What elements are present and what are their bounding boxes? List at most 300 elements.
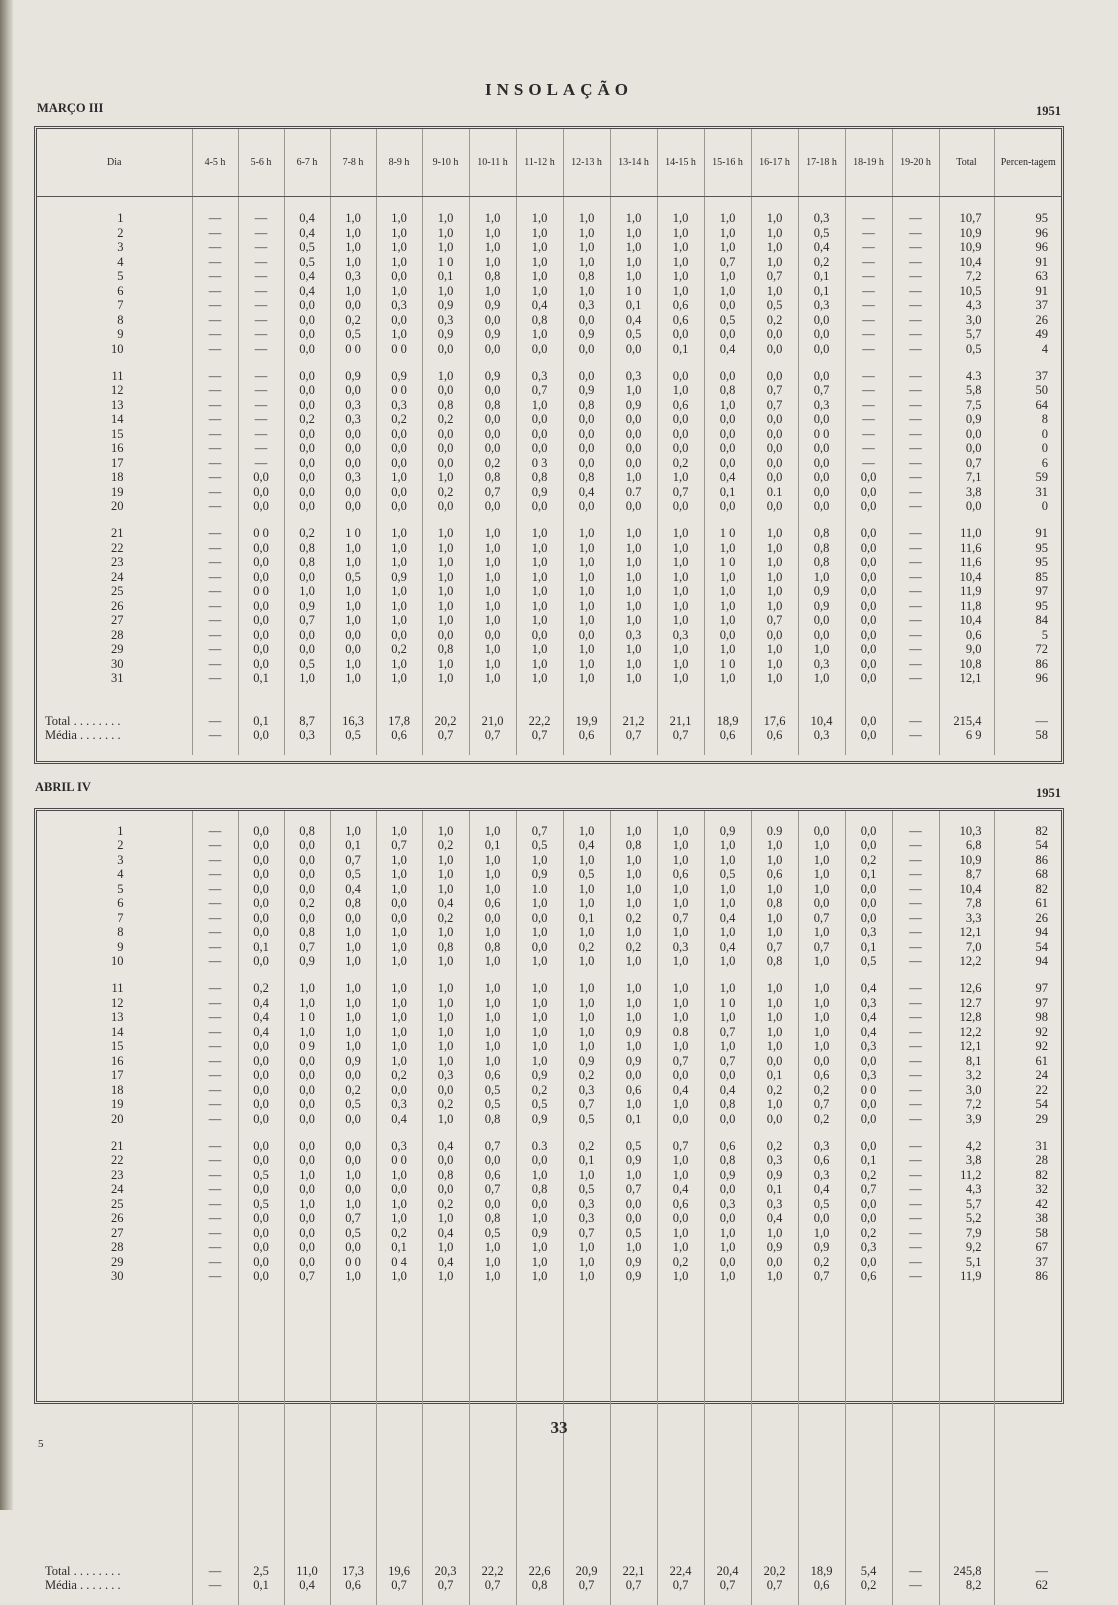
data-cell: 1,0 bbox=[422, 541, 469, 556]
data-cell: 0,3 bbox=[330, 398, 376, 413]
data-cell: 1,0 bbox=[469, 613, 516, 628]
data-cell: 1,0 bbox=[563, 1039, 610, 1054]
data-cell: 0,0 bbox=[845, 599, 892, 614]
table-row bbox=[37, 599, 1062, 614]
data-cell: 1,0 bbox=[422, 853, 469, 868]
data-cell: 0,0 bbox=[845, 657, 892, 672]
data-cell: 0,3 bbox=[704, 1197, 751, 1212]
data-cell: 1,0 bbox=[422, 671, 469, 686]
data-cell: 1,0 bbox=[516, 570, 563, 585]
data-cell: 0,0 bbox=[284, 383, 330, 398]
total-cell: — bbox=[892, 1564, 939, 1579]
data-cell: 0,0 bbox=[563, 441, 610, 456]
media-cell: 0,7 bbox=[469, 728, 516, 743]
data-cell: 0,0 bbox=[845, 911, 892, 926]
data-cell: 0,1 bbox=[845, 1153, 892, 1168]
data-cell: 0,8 bbox=[284, 555, 330, 570]
data-cell: 0,0 bbox=[238, 1083, 284, 1098]
data-cell: 0,0 bbox=[704, 441, 751, 456]
data-cell: 0,8 bbox=[330, 896, 376, 911]
data-cell: 0,0 bbox=[751, 441, 798, 456]
day-cell: 30 bbox=[37, 1269, 192, 1284]
data-cell: 0.3 bbox=[516, 1139, 563, 1154]
data-cell: — bbox=[192, 1168, 238, 1183]
data-cell: 1,0 bbox=[376, 1197, 422, 1212]
data-cell: 0 3 bbox=[516, 456, 563, 471]
column-header: 6-7 h bbox=[284, 129, 330, 197]
data-cell: — bbox=[892, 526, 939, 541]
day-cell: 22 bbox=[37, 1153, 192, 1168]
data-cell: 0,3 bbox=[798, 1168, 845, 1183]
table-row bbox=[37, 1255, 1062, 1270]
data-cell: 0,1 bbox=[657, 342, 704, 357]
data-cell: 0,0 bbox=[238, 853, 284, 868]
data-cell: 0,7 bbox=[751, 383, 798, 398]
day-cell: 19 bbox=[37, 485, 192, 500]
table-row bbox=[37, 925, 1062, 940]
data-cell: 0,0 bbox=[422, 456, 469, 471]
data-cell: 1,0 bbox=[657, 269, 704, 284]
data-cell: 1,0 bbox=[376, 1168, 422, 1183]
data-cell: 1,0 bbox=[610, 541, 657, 556]
data-cell: 0,7 bbox=[376, 838, 422, 853]
data-cell: 0,0 bbox=[238, 657, 284, 672]
data-cell: 0,7 bbox=[751, 269, 798, 284]
data-cell: 0,4 bbox=[422, 1226, 469, 1241]
data-cell: 1,0 bbox=[751, 1010, 798, 1025]
data-cell: 0,0 bbox=[284, 499, 330, 514]
data-cell: 0,0 bbox=[284, 441, 330, 456]
data-cell: 0,0 bbox=[845, 1139, 892, 1154]
data-cell: 0,0 bbox=[751, 427, 798, 442]
data-cell: 0,4 bbox=[704, 940, 751, 955]
data-cell: 0,0 bbox=[376, 441, 422, 456]
data-cell: — bbox=[892, 570, 939, 585]
data-cell: — bbox=[892, 1168, 939, 1183]
column-header: 15-16 h bbox=[704, 129, 751, 197]
data-cell: 26 bbox=[994, 313, 1062, 328]
data-cell: 0,0 bbox=[798, 470, 845, 485]
data-cell: 94 bbox=[994, 954, 1062, 969]
day-cell: 27 bbox=[37, 1226, 192, 1241]
data-cell: 0,0 bbox=[469, 911, 516, 926]
data-cell: 1,0 bbox=[563, 584, 610, 599]
data-cell: — bbox=[192, 599, 238, 614]
data-cell: 12,6 bbox=[939, 981, 994, 996]
data-cell: 31 bbox=[994, 1139, 1062, 1154]
data-cell: 1,0 bbox=[563, 824, 610, 839]
day-cell: 23 bbox=[37, 1168, 192, 1183]
data-cell: 10,9 bbox=[939, 226, 994, 241]
data-cell: — bbox=[192, 882, 238, 897]
data-cell: 1,0 bbox=[751, 1039, 798, 1054]
data-cell: 0,3 bbox=[330, 412, 376, 427]
data-cell: 1,0 bbox=[516, 284, 563, 299]
data-cell: 0,3 bbox=[798, 398, 845, 413]
data-cell: 0,0 bbox=[469, 1153, 516, 1168]
data-cell: 7,2 bbox=[939, 1097, 994, 1112]
data-cell: 11,0 bbox=[939, 526, 994, 541]
data-cell: 58 bbox=[994, 1226, 1062, 1241]
data-cell: 0,9 bbox=[469, 327, 516, 342]
data-cell: 26 bbox=[994, 911, 1062, 926]
data-cell: 1,0 bbox=[751, 584, 798, 599]
data-cell: — bbox=[845, 441, 892, 456]
data-cell: — bbox=[238, 269, 284, 284]
data-cell: 0,0 bbox=[798, 456, 845, 471]
data-cell: 0,1 bbox=[610, 1112, 657, 1127]
day-cell: 3 bbox=[37, 240, 192, 255]
data-cell: 1,0 bbox=[563, 657, 610, 672]
data-cell: 3,9 bbox=[939, 1112, 994, 1127]
data-cell: 1,0 bbox=[330, 925, 376, 940]
data-cell: 1,0 bbox=[751, 1025, 798, 1040]
data-cell: 0,0 bbox=[610, 499, 657, 514]
data-cell: 0,0 bbox=[704, 456, 751, 471]
data-cell: 1,0 bbox=[751, 226, 798, 241]
data-cell: 1,0 bbox=[469, 240, 516, 255]
total-cell: 22,1 bbox=[610, 1564, 657, 1579]
data-cell: 1,0 bbox=[751, 1097, 798, 1112]
data-cell: 1,0 bbox=[563, 240, 610, 255]
data-cell: — bbox=[238, 211, 284, 226]
data-cell: 0,0 bbox=[284, 628, 330, 643]
data-cell: 1,0 bbox=[610, 226, 657, 241]
data-cell: — bbox=[892, 628, 939, 643]
data-cell: 1,0 bbox=[516, 599, 563, 614]
data-cell: 0,0 bbox=[284, 642, 330, 657]
data-cell: 0,0 bbox=[238, 628, 284, 643]
data-cell: 0,9 bbox=[284, 599, 330, 614]
data-cell: 0,2 bbox=[798, 1112, 845, 1127]
data-cell: 1,0 bbox=[704, 838, 751, 853]
data-cell: 1,0 bbox=[330, 824, 376, 839]
data-cell: — bbox=[192, 1255, 238, 1270]
data-cell: 0,6 bbox=[798, 1153, 845, 1168]
data-cell: — bbox=[192, 1025, 238, 1040]
data-cell: — bbox=[192, 383, 238, 398]
media-cell: 0,7 bbox=[563, 1578, 610, 1593]
data-cell: 0,8 bbox=[469, 470, 516, 485]
data-cell: 0,4 bbox=[422, 896, 469, 911]
data-cell: 0,0 bbox=[563, 412, 610, 427]
data-cell: 0,0 bbox=[798, 1211, 845, 1226]
total-cell: 245,8 bbox=[939, 1564, 994, 1579]
media-cell: 0,7 bbox=[751, 1578, 798, 1593]
data-cell: 0,0 bbox=[330, 456, 376, 471]
data-cell: 0,5 bbox=[330, 1097, 376, 1112]
table-marco-frame bbox=[34, 126, 1064, 764]
day-cell: 29 bbox=[37, 1255, 192, 1270]
data-cell: 0,0 bbox=[238, 1255, 284, 1270]
data-cell: 1,0 bbox=[469, 1240, 516, 1255]
data-cell: 1,0 bbox=[376, 954, 422, 969]
day-cell: 15 bbox=[37, 1039, 192, 1054]
data-cell: 0,5 bbox=[284, 255, 330, 270]
data-cell: 97 bbox=[994, 981, 1062, 996]
data-cell: 0,0 bbox=[704, 499, 751, 514]
data-cell: 11,6 bbox=[939, 541, 994, 556]
data-cell: 1,0 bbox=[422, 1039, 469, 1054]
table-row bbox=[37, 1240, 1062, 1255]
data-cell: 32 bbox=[994, 1182, 1062, 1197]
day-cell: 20 bbox=[37, 1112, 192, 1127]
data-cell: 1,0 bbox=[469, 1255, 516, 1270]
data-cell: 0,0 bbox=[751, 412, 798, 427]
data-cell: 1,0 bbox=[422, 1112, 469, 1127]
data-cell: 0,2 bbox=[330, 313, 376, 328]
column-header: 4-5 h bbox=[192, 129, 238, 197]
data-cell: 5 bbox=[994, 628, 1062, 643]
data-cell: — bbox=[892, 1255, 939, 1270]
table-row bbox=[37, 412, 1062, 427]
data-cell: 0 bbox=[994, 427, 1062, 442]
data-cell: 0,7 bbox=[657, 1139, 704, 1154]
media-row bbox=[37, 728, 1062, 743]
data-cell: 1,0 bbox=[516, 584, 563, 599]
data-cell: 1,0 bbox=[657, 657, 704, 672]
data-cell: 0,0 bbox=[610, 1211, 657, 1226]
data-cell: 98 bbox=[994, 1010, 1062, 1025]
data-cell: — bbox=[192, 1139, 238, 1154]
data-cell: 0,0 bbox=[238, 613, 284, 628]
data-cell: 0,9 bbox=[563, 1054, 610, 1069]
data-cell: — bbox=[892, 1010, 939, 1025]
data-cell: 96 bbox=[994, 671, 1062, 686]
data-cell: 0,0 bbox=[798, 628, 845, 643]
data-cell: — bbox=[192, 313, 238, 328]
data-cell: 0,0 bbox=[422, 441, 469, 456]
data-cell: 1,0 bbox=[563, 1025, 610, 1040]
data-cell: 10,4 bbox=[939, 255, 994, 270]
data-cell: — bbox=[845, 298, 892, 313]
data-cell: 0,0 bbox=[610, 1197, 657, 1212]
data-cell: 0,4 bbox=[422, 1255, 469, 1270]
data-cell: — bbox=[238, 412, 284, 427]
data-cell: 0,0 bbox=[238, 485, 284, 500]
data-cell: 1,0 bbox=[610, 470, 657, 485]
data-cell: 0,4 bbox=[238, 996, 284, 1011]
data-cell: — bbox=[892, 867, 939, 882]
table-row bbox=[37, 1211, 1062, 1226]
data-cell: — bbox=[892, 599, 939, 614]
data-cell: 0,0 bbox=[330, 1240, 376, 1255]
day-cell: 6 bbox=[37, 284, 192, 299]
data-cell: — bbox=[192, 981, 238, 996]
data-cell: 0,2 bbox=[845, 1226, 892, 1241]
data-cell: 0,1 bbox=[704, 485, 751, 500]
data-cell: 0,3 bbox=[657, 940, 704, 955]
data-cell: 0,3 bbox=[610, 628, 657, 643]
day-cell: 25 bbox=[37, 1197, 192, 1212]
data-cell: 0,9 bbox=[610, 1054, 657, 1069]
spacer-row bbox=[37, 1126, 1062, 1139]
data-cell: 0,0 bbox=[238, 1153, 284, 1168]
data-cell: — bbox=[892, 911, 939, 926]
data-cell: 10,9 bbox=[939, 240, 994, 255]
media-cell: 0,7 bbox=[376, 1578, 422, 1593]
data-cell: 1,0 bbox=[422, 867, 469, 882]
data-cell: 1,0 bbox=[610, 1039, 657, 1054]
data-cell: 92 bbox=[994, 1025, 1062, 1040]
table-row bbox=[37, 541, 1062, 556]
data-cell: 97 bbox=[994, 996, 1062, 1011]
data-cell: 1,0 bbox=[704, 1010, 751, 1025]
data-cell: 1,0 bbox=[751, 541, 798, 556]
data-cell: 50 bbox=[994, 383, 1062, 398]
data-cell: 0,0 bbox=[238, 1068, 284, 1083]
data-cell: 1,0 bbox=[798, 925, 845, 940]
data-cell: 0,1 bbox=[610, 298, 657, 313]
data-cell: 1,0 bbox=[422, 470, 469, 485]
data-cell: 1,0 bbox=[704, 671, 751, 686]
data-cell: 0,0 bbox=[284, 485, 330, 500]
data-cell: 0,6 bbox=[704, 1139, 751, 1154]
data-cell: — bbox=[892, 1226, 939, 1241]
data-cell: 0,3 bbox=[845, 1240, 892, 1255]
data-cell: 0,0 bbox=[704, 412, 751, 427]
data-cell: 1,0 bbox=[610, 584, 657, 599]
data-cell: 0,7 bbox=[704, 255, 751, 270]
data-cell: 0,0 bbox=[845, 671, 892, 686]
data-cell: 0,1 bbox=[238, 671, 284, 686]
data-cell: 0,0 bbox=[284, 1083, 330, 1098]
data-cell: 0,2 bbox=[845, 1168, 892, 1183]
data-cell: 1,0 bbox=[751, 981, 798, 996]
data-cell: 1,0 bbox=[376, 599, 422, 614]
data-cell: — bbox=[192, 838, 238, 853]
data-cell: 0,0 bbox=[751, 1112, 798, 1127]
data-cell: 0.9 bbox=[751, 824, 798, 839]
data-cell: 1,0 bbox=[657, 526, 704, 541]
data-cell: 0,8 bbox=[469, 398, 516, 413]
data-cell: 0,0 bbox=[845, 470, 892, 485]
data-cell: 0,7 bbox=[798, 911, 845, 926]
data-cell: 1,0 bbox=[610, 824, 657, 839]
data-cell: 5,8 bbox=[939, 383, 994, 398]
data-cell: — bbox=[845, 412, 892, 427]
column-header: Dia bbox=[37, 129, 192, 197]
data-cell: 0,0 bbox=[798, 327, 845, 342]
data-cell: 0,7 bbox=[469, 1139, 516, 1154]
data-cell: 1,0 bbox=[376, 996, 422, 1011]
table-marco bbox=[37, 129, 1062, 755]
data-cell: 0,0 bbox=[704, 1112, 751, 1127]
data-cell: 11,8 bbox=[939, 599, 994, 614]
data-cell: 0,0 bbox=[330, 1153, 376, 1168]
media-cell: 0,7 bbox=[657, 728, 704, 743]
data-cell: 1,0 bbox=[376, 226, 422, 241]
data-cell: 0,5 bbox=[238, 1197, 284, 1212]
data-cell: 0,9 bbox=[516, 1112, 563, 1127]
total-cell: 18,9 bbox=[798, 1564, 845, 1579]
data-cell: 0,0 bbox=[516, 499, 563, 514]
data-cell: 1,0 bbox=[798, 996, 845, 1011]
data-cell: 0 0 bbox=[330, 342, 376, 357]
data-cell: 0,6 bbox=[610, 1083, 657, 1098]
data-cell: 0,0 bbox=[469, 628, 516, 643]
data-cell: 0,2 bbox=[563, 1139, 610, 1154]
data-cell: 95 bbox=[994, 599, 1062, 614]
data-cell: 12,8 bbox=[939, 1010, 994, 1025]
data-cell: 0,8 bbox=[516, 313, 563, 328]
data-cell: 0,6 bbox=[469, 896, 516, 911]
data-cell: 1,0 bbox=[657, 925, 704, 940]
data-cell: 0,5 bbox=[330, 1226, 376, 1241]
data-cell: — bbox=[845, 456, 892, 471]
data-cell: 1,0 bbox=[563, 255, 610, 270]
data-cell: 0,4 bbox=[798, 1182, 845, 1197]
data-cell: — bbox=[892, 369, 939, 384]
data-cell: 68 bbox=[994, 867, 1062, 882]
day-cell: 1 bbox=[37, 824, 192, 839]
data-cell: 0,3 bbox=[422, 313, 469, 328]
table-row bbox=[37, 327, 1062, 342]
data-cell: 3,8 bbox=[939, 485, 994, 500]
data-cell: 0,0 bbox=[516, 412, 563, 427]
data-cell: 0,9 bbox=[798, 584, 845, 599]
data-cell: 0,8 bbox=[563, 269, 610, 284]
data-cell: 0,0 bbox=[238, 954, 284, 969]
day-cell: 19 bbox=[37, 1097, 192, 1112]
data-cell: 82 bbox=[994, 882, 1062, 897]
total-cell: 19,9 bbox=[563, 714, 610, 729]
data-cell: 0,6 bbox=[657, 298, 704, 313]
table-row bbox=[37, 499, 1062, 514]
day-cell: 10 bbox=[37, 954, 192, 969]
total-cell: 18,9 bbox=[704, 714, 751, 729]
total-cell: 20,4 bbox=[704, 1564, 751, 1579]
data-cell: 0,5 bbox=[704, 867, 751, 882]
data-cell: — bbox=[892, 1068, 939, 1083]
day-cell: 27 bbox=[37, 613, 192, 628]
data-cell: 0,0 bbox=[798, 1054, 845, 1069]
data-cell: 0,7 bbox=[798, 1269, 845, 1284]
data-cell: 0,3 bbox=[563, 1197, 610, 1212]
data-cell: 4,3 bbox=[939, 298, 994, 313]
data-cell: 0,4 bbox=[704, 342, 751, 357]
data-cell: 1,0 bbox=[798, 1039, 845, 1054]
data-cell: 1,0 bbox=[330, 226, 376, 241]
data-cell: 1,0 bbox=[516, 853, 563, 868]
data-cell: 0,9 bbox=[563, 383, 610, 398]
total-cell: — bbox=[994, 714, 1062, 729]
data-cell: — bbox=[192, 1083, 238, 1098]
data-cell: 1,0 bbox=[469, 211, 516, 226]
data-cell: 1,0 bbox=[376, 555, 422, 570]
data-cell: 0,0 bbox=[751, 1255, 798, 1270]
data-cell: — bbox=[892, 499, 939, 514]
data-cell: 1,0 bbox=[469, 226, 516, 241]
data-cell: 0,0 bbox=[657, 1211, 704, 1226]
data-cell: 1,0 bbox=[798, 642, 845, 657]
data-cell: 0,2 bbox=[422, 1097, 469, 1112]
data-cell: 1,0 bbox=[469, 824, 516, 839]
day-cell: 2 bbox=[37, 838, 192, 853]
media-cell: 6 9 bbox=[939, 728, 994, 743]
data-cell: 1,0 bbox=[376, 671, 422, 686]
data-cell: — bbox=[892, 940, 939, 955]
data-cell: 0,0 bbox=[469, 342, 516, 357]
data-cell: 0,8 bbox=[422, 398, 469, 413]
data-cell: 1,0 bbox=[469, 1269, 516, 1284]
data-cell: 1,0 bbox=[422, 954, 469, 969]
data-cell: 1,0 bbox=[563, 1255, 610, 1270]
data-cell: 0,4 bbox=[284, 269, 330, 284]
data-cell: 0,7 bbox=[563, 1097, 610, 1112]
data-cell: 0,5 bbox=[704, 313, 751, 328]
data-cell: 1,0 bbox=[516, 555, 563, 570]
